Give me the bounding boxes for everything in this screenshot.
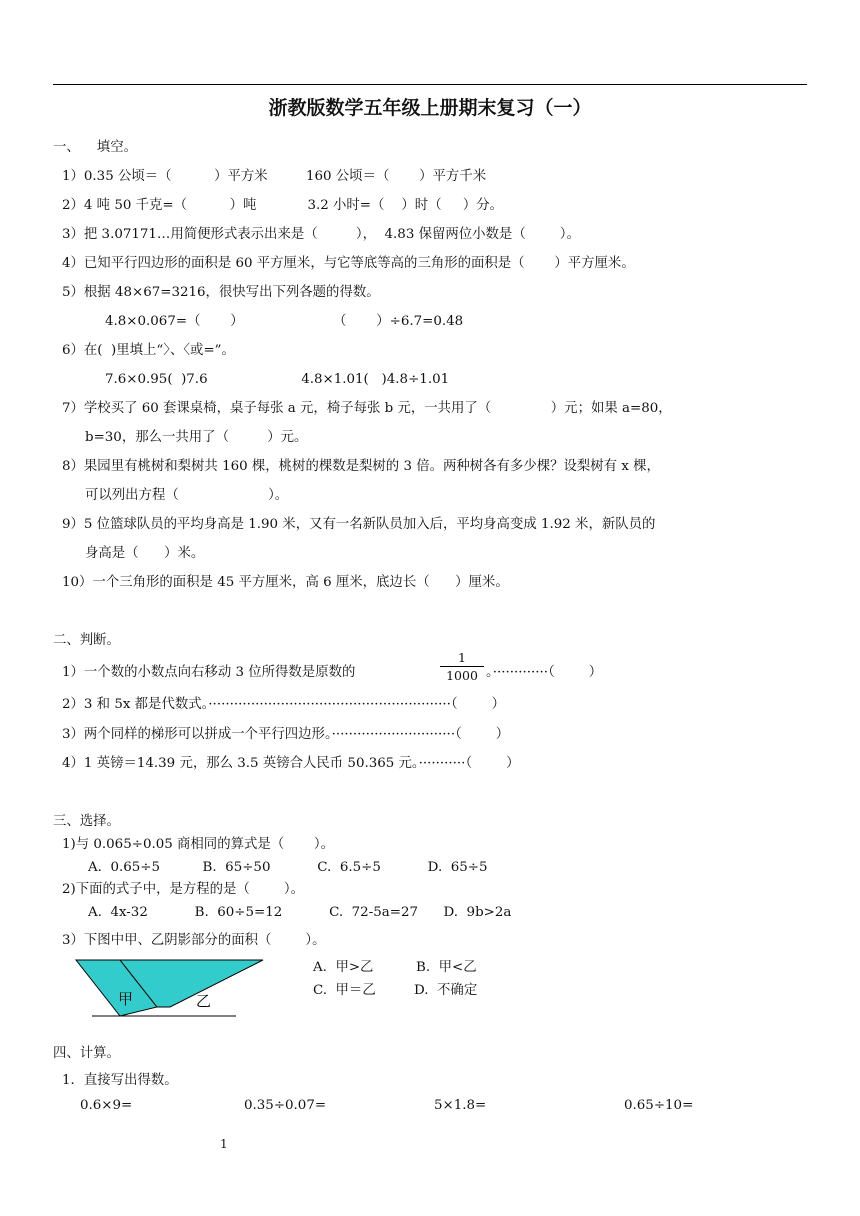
q1-10: 10）一个三角形的面积是 45 平方厘米，高 6 厘米，底边长（ ）厘米。 [62,575,509,590]
calc-item: 5×1.8= [434,1098,487,1113]
q1-5: 5）根据 48×67=3216，很快写出下列各题的得数。 [62,285,380,300]
q2-2: 2）3 和 5x 都是代数式。·························································（ ） [62,697,506,712]
q3-3-options-ab: A. 甲>乙 B. 甲<乙 [313,960,477,975]
calc-item: 0.65÷10= [624,1098,694,1113]
label-yi: 乙 [196,992,212,1010]
q2-1: 1）一个数的小数点向右移动 3 位所得数是原数的 [62,665,356,680]
q1-1: 1）0.35 公顷＝（ ）平方米 160 公顷＝（ ）平方千米 [62,169,487,184]
q2-4: 4）1 英镑＝14.39 元，那么 3.5 英镑合人民币 50.365 元。···········（ ） [62,756,520,771]
fraction-denominator: 1000 [446,668,478,683]
q3-2: 2)下面的式子中，是方程的是（ ）。 [62,882,304,897]
q1-6: 6）在( )里填上“〉、〈或=”。 [62,343,235,358]
page-number: 1 [220,1137,228,1151]
q3-1: 1)与 0.065÷0.05 商相同的算式是（ ）。 [62,837,335,852]
fraction-1-1000 [440,650,484,685]
calc-item: 0.6×9= [80,1098,133,1113]
label-jia: 甲 [118,990,134,1008]
calc-item: 0.35÷0.07= [244,1098,327,1113]
header-rule [53,84,807,85]
page-title: 浙教版数学五年级上册期末复习（一） [268,97,592,119]
q3-3-options-cd: C. 甲＝乙 D. 不确定 [313,983,478,998]
q1-4: 4）已知平行四边形的面积是 60 平方厘米，与它等底等高的三角形的面积是（ ）平方厘米。 [62,256,635,271]
q1-9-cont: 身高是（ ）米。 [85,546,205,561]
fraction-numerator: 1 [440,650,484,667]
q2-1-tail: 。·············（ ） [486,665,603,680]
q1-3: 3）把 3.07171…用简便形式表示出来是（ ）， 4.83 保留两位小数是（ ）。 [62,227,580,242]
q3-3: 3）下图中甲、乙阴影部分的面积（ ）。 [62,933,326,948]
q1-5-items: 4.8×0.067=（ ） （ ）÷6.7=0.48 [105,314,464,329]
section-4-heading: 四、计算。 [53,1046,120,1061]
section-3-heading: 三、选择。 [53,814,120,829]
q4-1: 1．直接写出得数。 [62,1073,178,1088]
q3-2-options: A. 4x-32 B. 60÷5=12 C. 72-5a=27 D. 9b>2a [88,905,512,920]
shaded-area-figure [70,955,270,1025]
q3-1-options: A. 0.65÷5 B. 65÷50 C. 6.5÷5 D. 65÷5 [88,860,488,875]
q1-2: 2）4 吨 50 千克=（ ）吨 3.2 小时=（ ）时（ ）分。 [62,198,504,213]
q1-6-items: 7.6×0.95( )7.6 4.8×1.01( )4.8÷1.01 [105,372,450,387]
q1-7-cont: b=30，那么一共用了（ ）元。 [85,430,308,445]
q1-8-cont: 可以列出方程（ ）。 [85,488,289,503]
q1-9: 9）5 位篮球队员的平均身高是 1.90 米，又有一名新队员加入后，平均身高变成 1.92 米，新队员的 [62,517,656,532]
section-1-heading: 一、 填空。 [53,140,137,155]
q2-3: 3）两个同样的梯形可以拼成一个平行四边形。·····························（ ） [62,727,510,742]
q1-8: 8）果园里有桃树和梨树共 160 棵，桃树的棵数是梨树的 3 倍。两种树各有多少棵？设梨树有 x 棵， [62,459,660,474]
section-2-heading: 二、判断。 [53,633,120,648]
q1-7: 7）学校买了 60 套课桌椅，桌子每张 a 元，椅子每张 b 元，一共用了（ ）元；如果 a=80， [62,401,672,416]
